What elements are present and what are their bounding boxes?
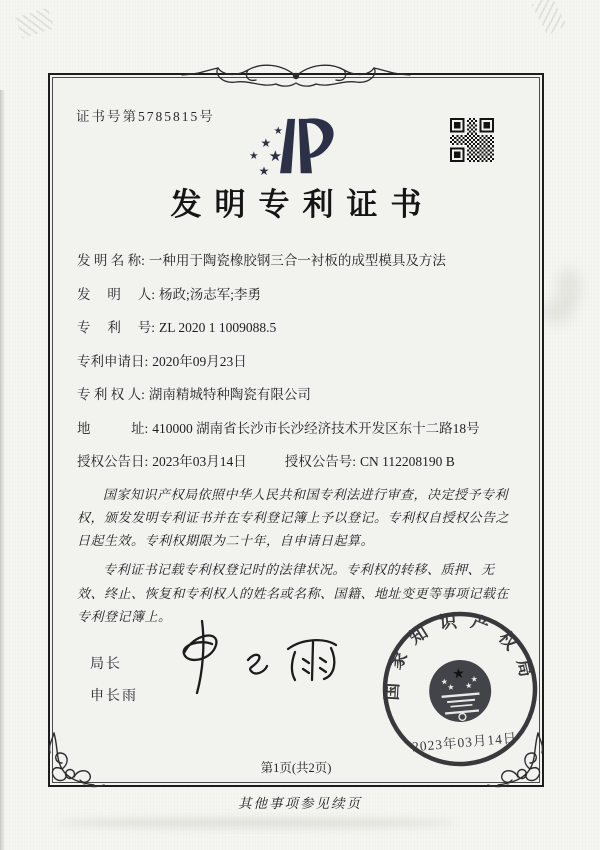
field-patent-number <box>77 318 516 338</box>
certificate-title: 发明专利证书 <box>170 187 435 222</box>
svg-text:★: ★ <box>440 677 449 687</box>
seal-date: 2023年03月14日 <box>411 730 518 755</box>
svg-text:★: ★ <box>470 674 479 685</box>
scan-edge-strip <box>0 90 5 850</box>
cnipa-logo-icon <box>235 109 357 185</box>
field-value: 2020年09月23日 <box>152 353 247 369</box>
field-label: 发 明 人: <box>77 286 156 302</box>
field-value: 2023年03月14日 <box>152 454 247 469</box>
field-label: 发 明 名 称: <box>77 253 145 268</box>
field-grant-row <box>77 452 516 472</box>
director-role-label: 局长 <box>90 657 122 672</box>
svg-text:★: ★ <box>451 666 466 683</box>
continuation-note: 其他事项参见续页 <box>238 796 362 811</box>
field-label: 授权公告日: <box>77 454 149 469</box>
qr-code <box>450 118 494 162</box>
national-emblem-icon <box>427 657 494 724</box>
page-number: 第1页(共2页) <box>260 761 332 775</box>
svg-text:★: ★ <box>258 164 270 179</box>
svg-text:★: ★ <box>273 125 283 137</box>
field-value: 410000 湖南省长沙市长沙经济技术开发区东十二路18号 <box>152 420 480 436</box>
official-seal <box>371 600 549 778</box>
scan-artifact <box>540 300 574 324</box>
field-grant-number <box>285 452 455 472</box>
svg-text:★: ★ <box>249 151 259 163</box>
svg-text:★: ★ <box>464 680 473 691</box>
certificate-frame <box>48 73 544 787</box>
seal-ring-text: 国家知识产权局 <box>381 610 540 701</box>
field-label: 地 址: <box>77 420 149 436</box>
certificate-number: 证书号第5785815号 <box>76 109 215 124</box>
director-name-label: 申长雨 <box>90 689 138 704</box>
certificate-fields <box>77 251 516 486</box>
scan-artifact <box>531 0 566 35</box>
field-label: 专 利 权 人: <box>77 387 145 402</box>
field-address <box>77 419 516 439</box>
field-filing-date <box>77 352 516 372</box>
field-patentee <box>77 385 516 405</box>
field-label: 专利申请日: <box>77 353 149 369</box>
field-value: CN 112208190 B <box>360 454 455 469</box>
field-value: 杨政;汤志军;李勇 <box>159 286 262 302</box>
svg-text:★: ★ <box>446 682 455 693</box>
scan-artifact <box>556 268 582 308</box>
svg-text:★: ★ <box>268 149 283 166</box>
scan-artifact <box>15 7 54 38</box>
field-value: 湖南精城特种陶瓷有限公司 <box>148 387 311 402</box>
field-label: 专 利 号: <box>77 320 156 335</box>
field-label: 授权公告号: <box>284 454 357 469</box>
director-signature-handwriting <box>162 615 372 699</box>
field-value: ZL 2020 1 1009088.5 <box>159 320 277 335</box>
legal-paragraph-2: 专利证书记载专利权登记时的法律状况。专利权的转移、质押、无效、终止、恢复和专利权人的姓名或名称、国籍、地址变更等事项记载在专利登记簿上。 <box>77 562 510 624</box>
svg-text:★: ★ <box>260 136 272 150</box>
top-border-ornament <box>178 60 414 92</box>
field-inventors <box>77 285 516 305</box>
field-value: 一种用于陶瓷橡胶钢三合一衬板的成型模具及方法 <box>148 253 446 268</box>
scan-shadow <box>55 818 455 828</box>
field-invention-name <box>77 251 516 271</box>
legal-paragraph-1: 国家知识产权局依照中华人民共和国专利法进行审查，决定授予专利权，颁发发明专利证书并在专利登记簿上予以登记。专利权自授权公告之日起生效。专利权期限为二十年，自申请日起算。 <box>77 487 510 549</box>
